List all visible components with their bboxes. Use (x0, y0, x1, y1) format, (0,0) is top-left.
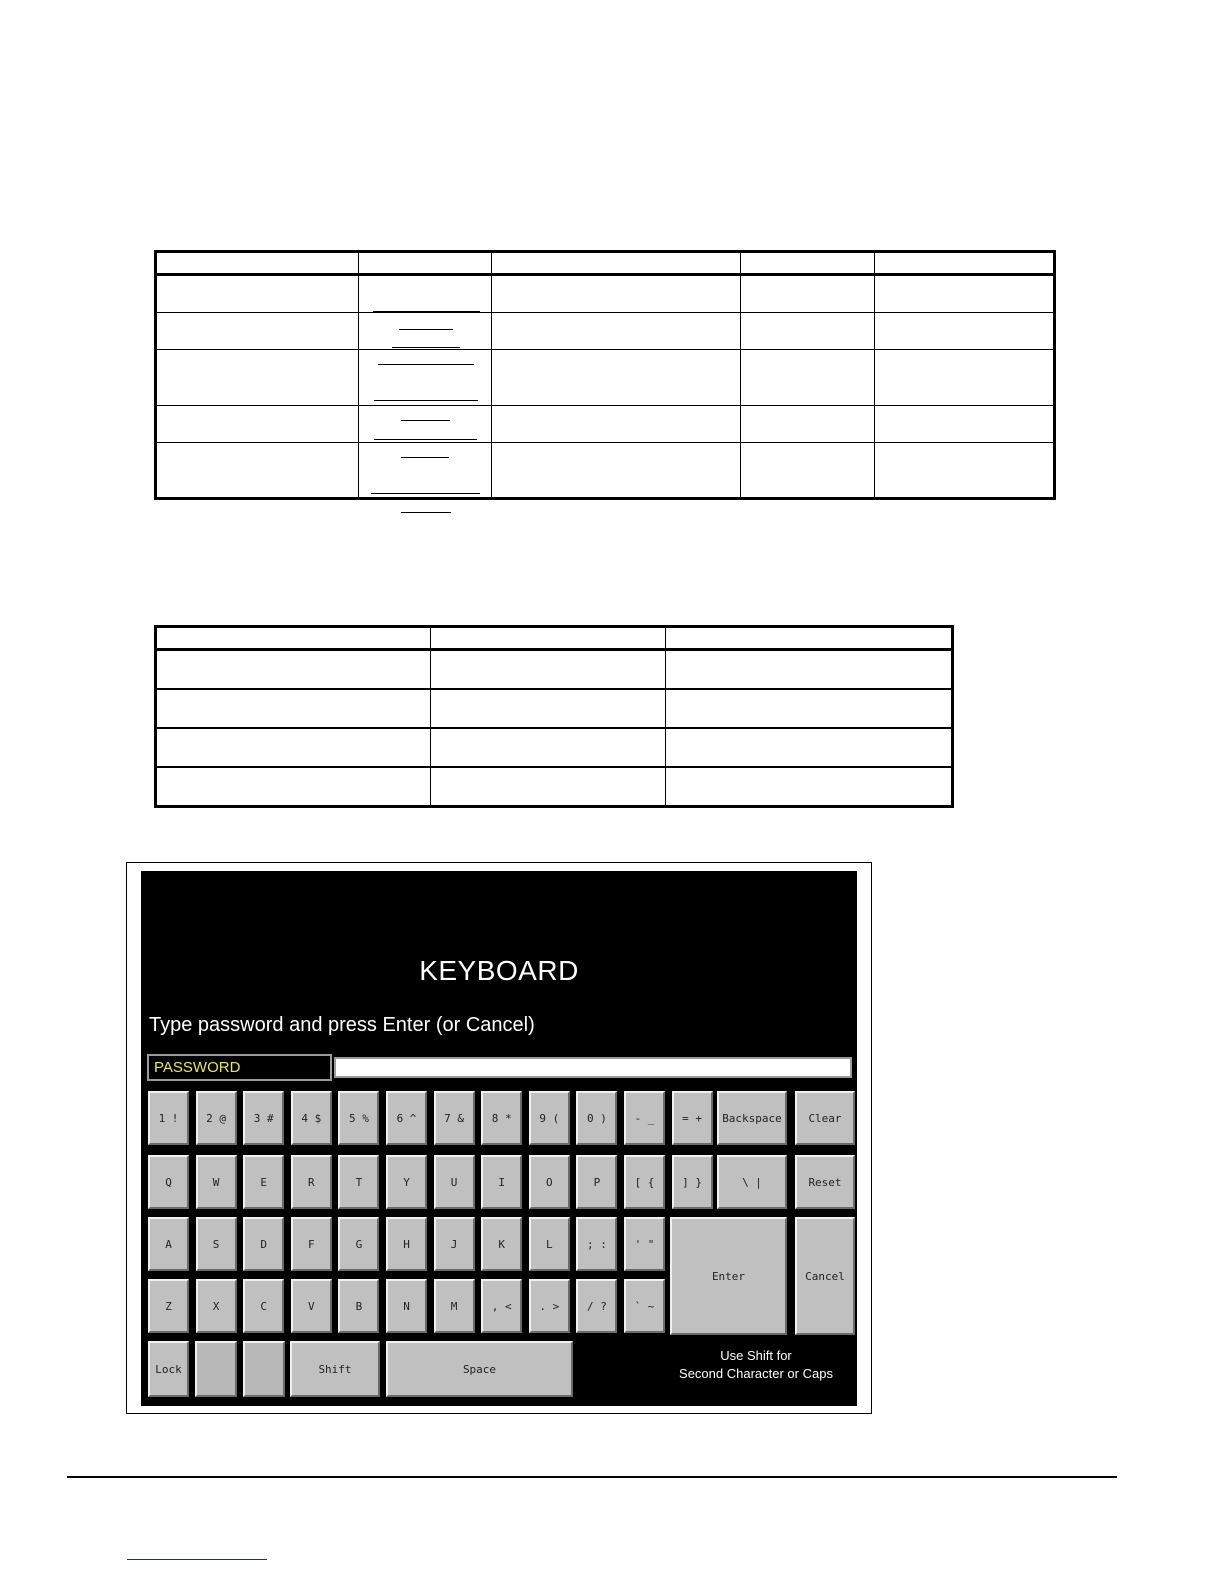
key-symbol[interactable]: , < (481, 1279, 522, 1333)
key-q[interactable]: Q (148, 1155, 189, 1209)
key-symbol[interactable]: . > (529, 1279, 570, 1333)
table-row (156, 689, 953, 728)
key-4[interactable]: 4 $ (291, 1091, 332, 1145)
table-cell (359, 252, 492, 275)
table-row (156, 728, 953, 767)
table-cell (156, 443, 359, 499)
key-s[interactable]: S (196, 1217, 237, 1271)
key-5[interactable]: 5 % (338, 1091, 379, 1145)
keyboard-screen (141, 871, 857, 1406)
table-cell (156, 627, 431, 650)
table-row (156, 313, 1055, 350)
keyboard-title: KEYBOARD (419, 955, 579, 986)
key-u[interactable]: U (434, 1155, 475, 1209)
key-symbol[interactable]: ' " (624, 1217, 665, 1271)
key-m[interactable]: M (434, 1279, 475, 1333)
footer-rule (67, 1476, 1117, 1478)
key-b[interactable]: B (338, 1279, 379, 1333)
key-enter[interactable]: Enter (670, 1217, 787, 1335)
key-c[interactable]: C (243, 1279, 284, 1333)
table-cell (666, 627, 953, 650)
table-cell (156, 350, 359, 406)
table-cell (359, 443, 492, 499)
table-cell (156, 252, 359, 275)
table-cell (741, 252, 875, 275)
key-y[interactable]: Y (386, 1155, 427, 1209)
table-cell (874, 443, 1054, 499)
key-e[interactable]: E (243, 1155, 284, 1209)
key-3[interactable]: 3 # (243, 1091, 284, 1145)
key-symbol[interactable]: \ | (717, 1155, 787, 1209)
table-cell (491, 313, 740, 350)
table-cell (359, 350, 492, 406)
table-1-header-row (156, 252, 1055, 275)
keyboard-prompt: Type password and press Enter (or Cancel) (149, 1014, 535, 1036)
key-t[interactable]: T (338, 1155, 379, 1209)
key-symbol[interactable]: [ { (624, 1155, 665, 1209)
key-symbol[interactable]: ; : (576, 1217, 617, 1271)
key-l[interactable]: L (529, 1217, 570, 1271)
table-2-header-row (156, 627, 953, 650)
key-1[interactable]: 1 ! (148, 1091, 189, 1145)
password-label: PASSWORD (147, 1054, 332, 1081)
key-6[interactable]: 6 ^ (386, 1091, 427, 1145)
table-cell (156, 650, 431, 690)
footer-link[interactable] (127, 1545, 267, 1560)
key-shift[interactable]: Shift (290, 1341, 380, 1397)
table-cell (359, 406, 492, 443)
table-cell (430, 767, 665, 807)
table-cell (874, 350, 1054, 406)
key-clear[interactable]: Clear (795, 1091, 855, 1145)
key-f[interactable]: F (291, 1217, 332, 1271)
table-row (156, 406, 1055, 443)
shift-hint-line-2: Second Character or Caps (679, 1366, 833, 1381)
key-lock[interactable]: Lock (148, 1341, 189, 1397)
table-cell (430, 728, 665, 767)
table-cell (359, 275, 492, 313)
table-cell (430, 689, 665, 728)
key-x[interactable]: X (196, 1279, 237, 1333)
key-z[interactable]: Z (148, 1279, 189, 1333)
table-cell (491, 275, 740, 313)
table-row (156, 350, 1055, 406)
key-symbol[interactable]: - _ (624, 1091, 665, 1145)
table-cell (874, 275, 1054, 313)
key-r[interactable]: R (291, 1155, 332, 1209)
key-g[interactable]: G (338, 1217, 379, 1271)
shift-hint (661, 1347, 851, 1383)
key-9[interactable]: 9 ( (529, 1091, 570, 1145)
table-cell (741, 313, 875, 350)
table-cell (156, 313, 359, 350)
table-cell (666, 650, 953, 690)
key-cancel[interactable]: Cancel (795, 1217, 855, 1335)
table-row (156, 443, 1055, 499)
table-cell (874, 252, 1054, 275)
key-8[interactable]: 8 * (481, 1091, 522, 1145)
table-cell (491, 350, 740, 406)
table-cell (741, 275, 875, 313)
key-space[interactable]: Space (386, 1341, 573, 1397)
key-v[interactable]: V (291, 1279, 332, 1333)
key-reset[interactable]: Reset (795, 1155, 855, 1209)
key-blank[interactable] (243, 1341, 285, 1397)
key-symbol[interactable]: = + (672, 1091, 713, 1145)
key-symbol[interactable]: ` ~ (624, 1279, 665, 1333)
table-row (156, 650, 953, 690)
key-a[interactable]: A (148, 1217, 189, 1271)
table-cell (359, 313, 492, 350)
table-cell (666, 767, 953, 807)
key-k[interactable]: K (481, 1217, 522, 1271)
table-1 (154, 250, 1056, 500)
key-2[interactable]: 2 @ (196, 1091, 237, 1145)
key-p[interactable]: P (576, 1155, 617, 1209)
key-symbol[interactable]: ] } (672, 1155, 713, 1209)
key-o[interactable]: O (529, 1155, 570, 1209)
table-cell (666, 689, 953, 728)
keyboard-figure (126, 862, 872, 1414)
shift-hint-line-1: Use Shift for (720, 1348, 792, 1363)
table-cell (874, 406, 1054, 443)
table-cell (156, 689, 431, 728)
table-2 (154, 625, 954, 808)
key-j[interactable]: J (434, 1217, 475, 1271)
key-0[interactable]: 0 ) (576, 1091, 617, 1145)
table-cell (666, 728, 953, 767)
table-row (156, 275, 1055, 313)
key-7[interactable]: 7 & (434, 1091, 475, 1145)
table-cell (741, 406, 875, 443)
key-w[interactable]: W (196, 1155, 237, 1209)
password-input[interactable] (334, 1057, 852, 1078)
table-cell (156, 275, 359, 313)
key-blank[interactable] (195, 1341, 237, 1397)
table-cell (156, 767, 431, 807)
table-cell (430, 627, 665, 650)
key-d[interactable]: D (243, 1217, 284, 1271)
table-cell (156, 406, 359, 443)
key-h[interactable]: H (386, 1217, 427, 1271)
table-cell (156, 728, 431, 767)
key-n[interactable]: N (386, 1279, 427, 1333)
table-cell (491, 406, 740, 443)
table-cell (491, 252, 740, 275)
table-cell (741, 443, 875, 499)
key-symbol[interactable]: / ? (576, 1279, 617, 1333)
table-cell (741, 350, 875, 406)
table-cell (874, 313, 1054, 350)
table-row (156, 767, 953, 807)
table-cell (491, 443, 740, 499)
table-cell (430, 650, 665, 690)
key-i[interactable]: I (481, 1155, 522, 1209)
key-backspace[interactable]: Backspace (717, 1091, 787, 1145)
